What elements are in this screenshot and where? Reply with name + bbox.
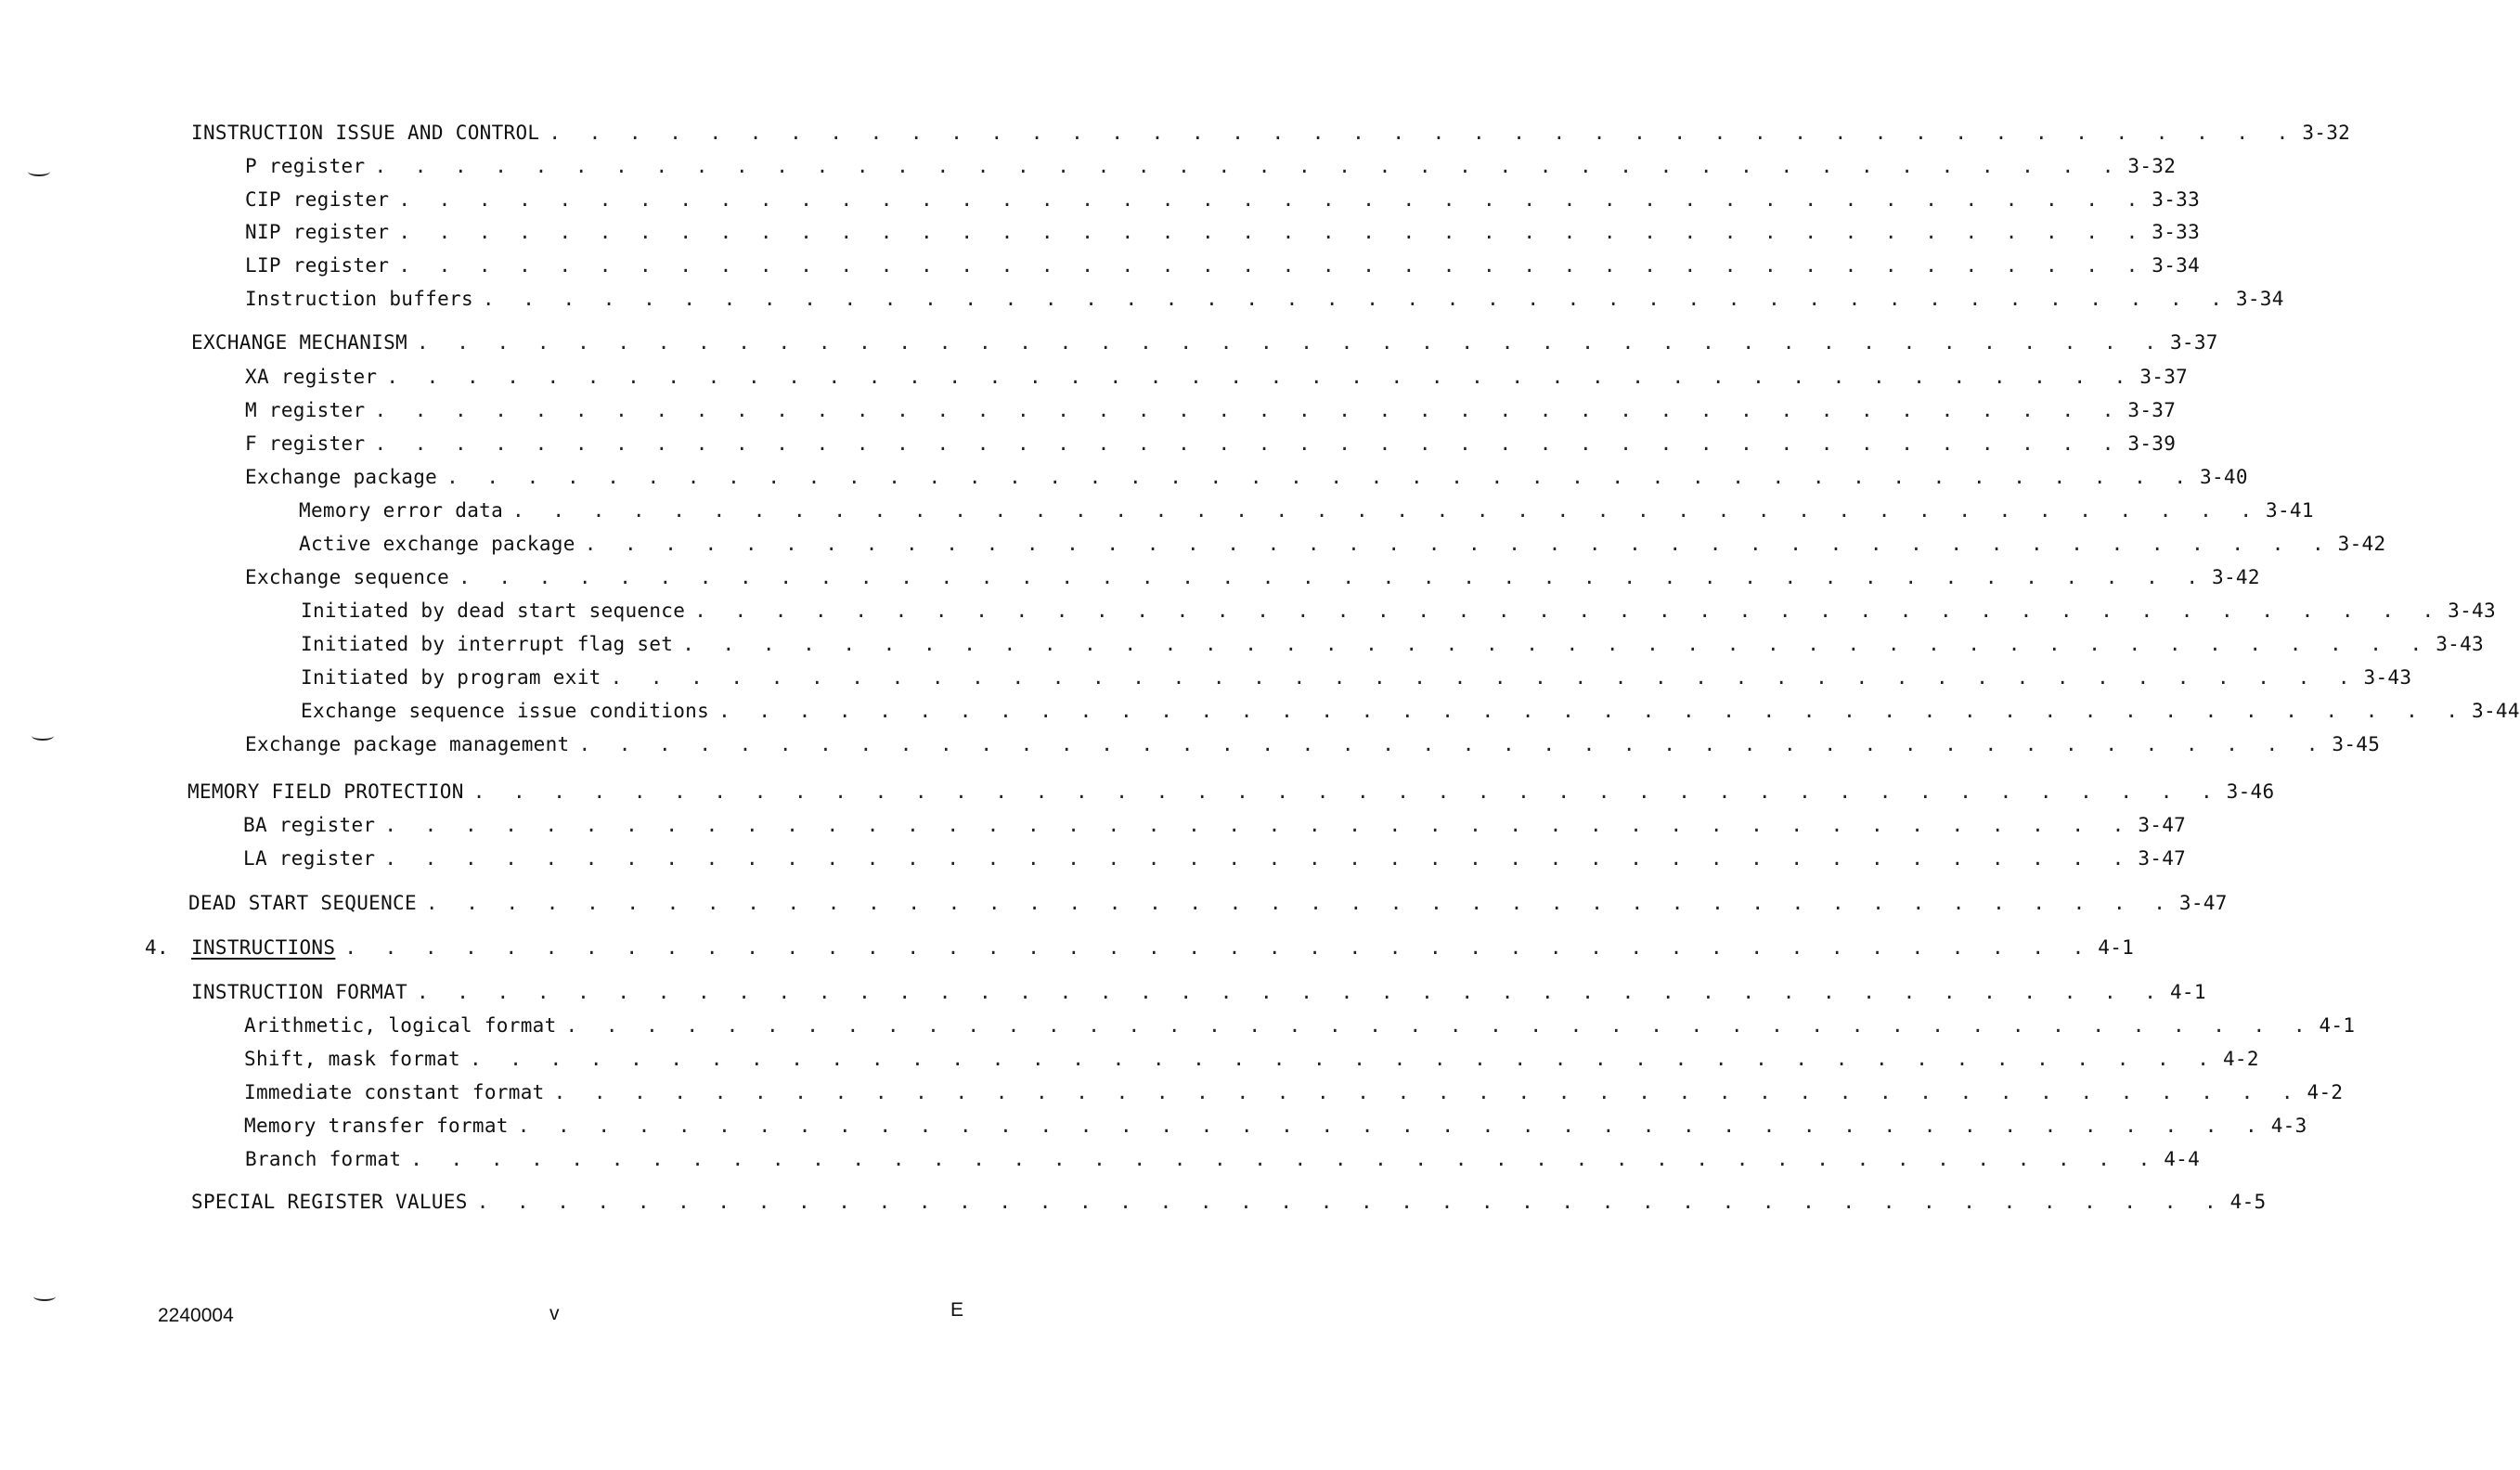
toc-entry-page: 3-47 [2178,892,2228,914]
toc-entry [245,396,2177,424]
toc-entry [299,530,2386,558]
toc-entry-page: 3-32 [2302,122,2351,144]
toc-entry [244,1112,2307,1140]
dot-leader: . . . . . . . . . . . . . . . . . . . . . . . . . . . . . . . . . . . . . . . . . . . . [682,633,2431,655]
toc-entry-label: LA register [243,847,376,870]
toc-entry-page: 3-32 [2127,155,2177,177]
binder-hole-mark [28,167,50,176]
toc-entry-label: Memory transfer format [244,1115,509,1137]
toc-entry-label: Exchange sequence [245,566,450,588]
toc-entry-label: BA register [243,814,376,836]
toc-entry [245,363,2189,391]
toc-entry-label: Instruction buffers [245,288,473,310]
toc-entry [301,597,2496,625]
toc-entry-label: P register [245,155,366,177]
toc-entry-page: 3-33 [2152,188,2201,211]
toc-entry [191,329,2218,356]
toc-entry-page: 3-40 [2200,466,2248,488]
toc-entry [245,463,2248,491]
toc-entry-label: INSTRUCTION FORMAT [191,981,407,1003]
toc-entry-label: Initiated by dead start sequence [301,600,686,622]
toc-entry-page: 4-4 [2164,1148,2201,1170]
dot-leader: . . . . . . . . . . . . . . . . . . . . . . . . . . . . . . . . . . . . . . . . . . . . [553,1081,2302,1103]
toc-entry-label: INSTRUCTIONS [191,936,336,959]
toc-entry [301,697,2520,725]
toc-entry-label: Active exchange package [299,533,575,555]
toc-entry-page: 3-34 [2152,254,2201,277]
dot-leader: . . . . . . . . . . . . . . . . . . . . . . . . . . . . . . . . . . . . . . . . . . . . [446,466,2195,488]
toc-entry-label: M register [245,399,366,421]
toc-entry-page: 4-3 [2270,1115,2307,1137]
toc-entry-page: 3-39 [2127,432,2177,455]
toc-entry-page: 3-43 [2448,600,2496,622]
toc-entry-page: 3-34 [2235,288,2284,310]
toc-entry-label: Exchange sequence issue conditions [301,700,710,722]
dot-leader: . . . . . . . . . . . . . . . . . . . . . . . . . . . . . . . . . . . . . . . . . . . . [425,892,2174,914]
dot-leader: . . . . . . . . . . . . . . . . . . . . . . . . . . . . . . . . . . . . . . . . . . . . [410,1148,2159,1170]
toc-entry-page: 3-41 [2266,499,2314,522]
dot-leader: . . . . . . . . . . . . . . . . . . . . . . . . . . . . . . . . . . . . . . . . . . . . [374,155,2123,177]
toc-entry [188,889,2228,917]
toc-entry [191,1188,2267,1216]
dot-leader: . . . . . . . . . . . . . . . . . . . . . . . . . . . . . . . . . . . . . . . . . . . . [512,499,2260,522]
toc-entry-label: Initiated by interrupt flag set [301,633,674,655]
toc-entry-label: Immediate constant format [244,1081,545,1103]
toc-entry [187,778,2275,806]
dot-leader: . . . . . . . . . . . . . . . . . . . . . . . . . . . . . . . . . . . . . . . . . . . . [584,533,2333,555]
chapter-number: 4. [145,936,169,959]
toc-entry-page: 4-2 [2307,1081,2344,1103]
toc-entry-page: 4-2 [2222,1048,2259,1070]
footer-doc-number: 2240004 [158,1305,234,1326]
toc-entry-page: 3-43 [2363,666,2412,689]
toc-entry-label: XA register [245,366,378,388]
toc-entry [245,186,2201,213]
toc-entry [244,1078,2344,1106]
dot-leader: . . . . . . . . . . . . . . . . . . . . . . . . . . . . . . . . . . . . . . . . . . . . [386,366,2135,388]
toc-entry-label: NIP register [245,221,390,243]
toc-entry-page: 3-43 [2436,633,2484,655]
toc-entry-page: 3-44 [2472,700,2520,722]
binder-hole-mark [33,1292,56,1301]
footer-revision: E [950,1299,964,1321]
toc-entry [245,251,2201,279]
toc-entry [245,730,2381,758]
toc-entry-label: F register [245,432,366,455]
toc-entry [243,845,2187,872]
dot-leader: . . . . . . . . . . . . . . . . . . . . . . . . . . . . . . . . . . . . . . . . . . . . [718,700,2467,722]
toc-entry [301,664,2412,691]
toc-entry [299,496,2314,524]
toc-entry-label: MEMORY FIELD PROTECTION [187,780,464,803]
binder-hole-mark [32,731,54,741]
toc-entry [191,119,2351,147]
toc-entry-page: 3-37 [2127,399,2177,421]
toc-entry [245,152,2177,180]
dot-leader: . . . . . . . . . . . . . . . . . . . . . . . . . . . . . . . . . . . . . . . . . . . . [384,847,2133,870]
dot-leader: . . . . . . . . . . . . . . . . . . . . . . . . . . . . . . . . . . . . . . . . . . . . [416,331,2165,354]
toc-entry-page: 3-33 [2152,221,2201,243]
toc-entry [243,811,2187,839]
dot-leader: . . . . . . . . . . . . . . . . . . . . . . . . . . . . . . . . . . . . . . . . . . . . [517,1115,2266,1137]
toc-entry [245,218,2201,246]
dot-leader: . . . . . . . . . . . . . . . . . . . . . . . . . . . . . . . . . . . . . . . . . . . . [694,600,2443,622]
dot-leader: . . . . . . . . . . . . . . . . . . . . . . . . . . . . . . . . . . . . . . . . . . . . [344,936,2093,959]
toc-entry [244,1045,2259,1073]
footer-page-number: v [549,1303,560,1324]
toc-entry-label: SPECIAL REGISTER VALUES [191,1191,468,1213]
toc-entry-label: Initiated by program exit [301,666,601,689]
toc-entry [245,430,2177,458]
toc-entry-page: 3-47 [2138,814,2187,836]
toc-entry-page: 3-37 [2169,331,2218,354]
toc-entry-label: LIP register [245,254,390,277]
dot-leader: . . . . . . . . . . . . . . . . . . . . . . . . . . . . . . . . . . . . . . . . . . . . [398,188,2147,211]
dot-leader: . . . . . . . . . . . . . . . . . . . . . . . . . . . . . . . . . . . . . . . . . . . . [472,780,2221,803]
toc-entry-page: 3-37 [2139,366,2189,388]
toc-entry [245,285,2284,313]
toc-entry-page: 4-1 [2098,936,2135,959]
dot-leader: . . . . . . . . . . . . . . . . . . . . . . . . . . . . . . . . . . . . . . . . . . . . [459,566,2206,588]
toc-entry-label: Shift, mask format [244,1048,460,1070]
toc-entry [245,1145,2201,1173]
dot-leader: . . . . . . . . . . . . . . . . . . . . . . . . . . . . . . . . . . . . . . . . . . . . [565,1014,2314,1037]
toc-entry-label: Exchange package [245,466,438,488]
dot-leader: . . . . . . . . . . . . . . . . . . . . . . . . . . . . . . . . . . . . . . . . . . . . [578,733,2327,755]
toc-entry-page: 3-47 [2138,847,2187,870]
toc-entry [245,563,2260,591]
toc-entry-label: Branch format [245,1148,402,1170]
toc-entry-page: 4-5 [2229,1191,2267,1213]
toc-entry-label: INSTRUCTION ISSUE AND CONTROL [191,122,540,144]
dot-leader: . . . . . . . . . . . . . . . . . . . . . . . . . . . . . . . . . . . . . . . . . . . . [549,122,2297,144]
dot-leader: . . . . . . . . . . . . . . . . . . . . . . . . . . . . . . . . . . . . . . . . . . . . [476,1191,2225,1213]
dot-leader: . . . . . . . . . . . . . . . . . . . . . . . . . . . . . . . . . . . . . . . . . . . . [374,432,2123,455]
dot-leader: . . . . . . . . . . . . . . . . . . . . . . . . . . . . . . . . . . . . . . . . . . . . [374,399,2123,421]
toc-entry-label: DEAD START SEQUENCE [188,892,417,914]
toc-entry-label: Memory error data [299,499,504,522]
dot-leader: . . . . . . . . . . . . . . . . . . . . . . . . . . . . . . . . . . . . . . . . . . . . [398,221,2147,243]
dot-leader: . . . . . . . . . . . . . . . . . . . . . . . . . . . . . . . . . . . . . . . . . . . . [384,814,2133,836]
toc-entry [301,630,2484,658]
toc-entry-page: 3-42 [2337,533,2386,555]
toc-entry-page: 3-46 [2226,780,2275,803]
dot-leader: . . . . . . . . . . . . . . . . . . . . . . . . . . . . . . . . . . . . . . . . . . . . [469,1048,2217,1070]
toc-entry-label: Arithmetic, logical format [244,1014,557,1037]
toc-entry-page: 3-45 [2332,733,2381,755]
toc-entry-page: 4-1 [2169,981,2206,1003]
toc-entry [191,978,2206,1006]
toc-entry-page: 3-42 [2212,566,2260,588]
toc-entry-label: CIP register [245,188,390,211]
toc-entry-chapter [145,934,2135,961]
toc-entry-label: Exchange package management [245,733,570,755]
dot-leader: . . . . . . . . . . . . . . . . . . . . . . . . . . . . . . . . . . . . . . . . . . . . [416,981,2165,1003]
dot-leader: . . . . . . . . . . . . . . . . . . . . . . . . . . . . . . . . . . . . . . . . . . . . [610,666,2358,689]
toc-entry-label: EXCHANGE MECHANISM [191,331,407,354]
toc-entry-page: 4-1 [2319,1014,2356,1037]
toc-entry [244,1012,2356,1039]
dot-leader: . . . . . . . . . . . . . . . . . . . . . . . . . . . . . . . . . . . . . . . . . . . . [482,288,2230,310]
dot-leader: . . . . . . . . . . . . . . . . . . . . . . . . . . . . . . . . . . . . . . . . . . . . [398,254,2147,277]
